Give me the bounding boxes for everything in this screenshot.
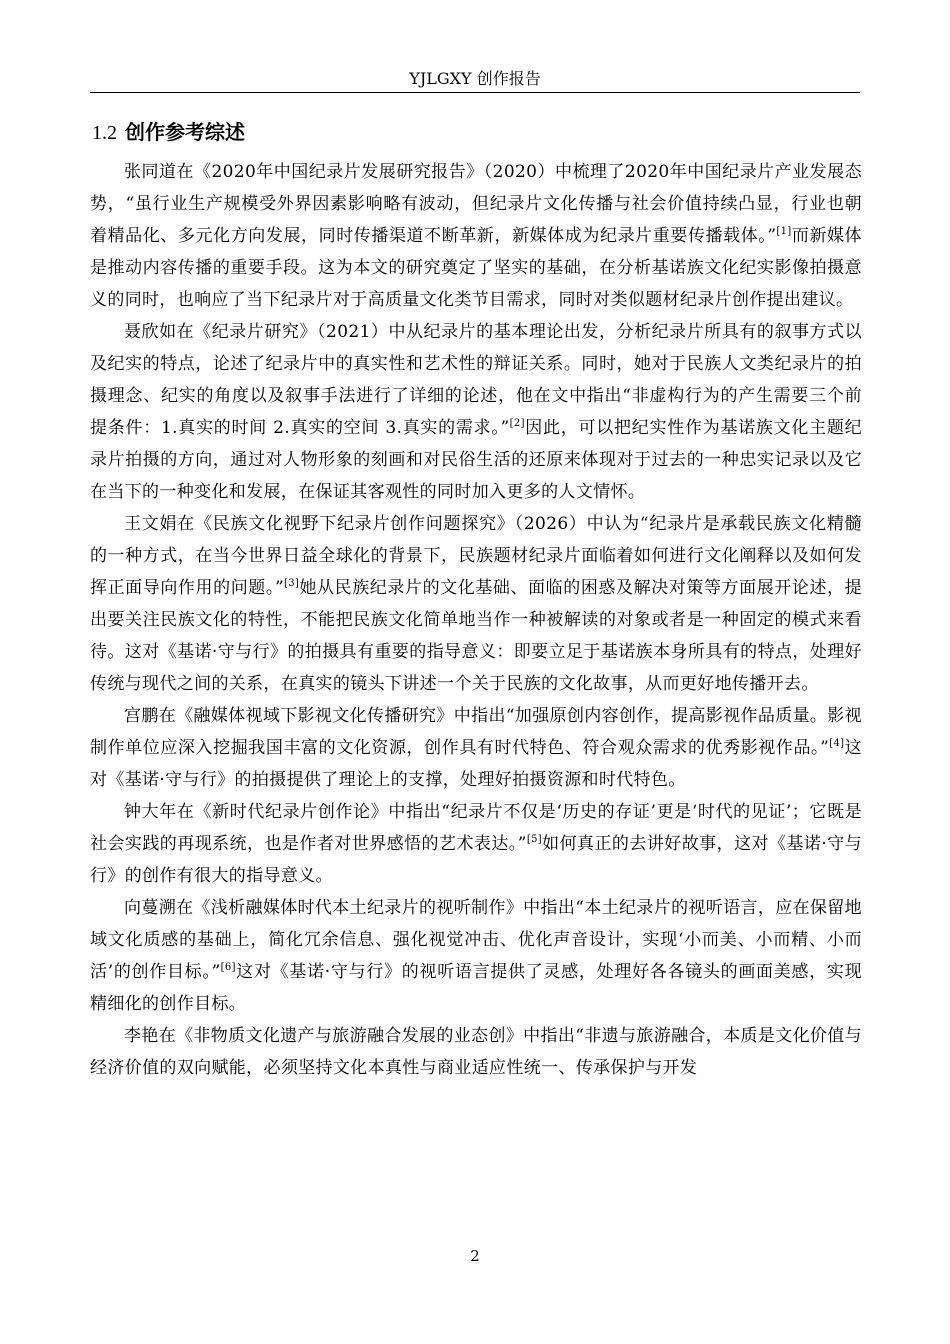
citation-ref: [3]	[284, 578, 300, 589]
paragraph-text: 向蔓溯在《浅析融媒体时代本土纪录片的视听制作》中指出“本土纪录片的视听语言，应在保留地域文化质感的基础上，简化冗余信息、强化视觉冲击、优化声音设计，实现‘小而美、小而精、小而活’的创作目标。”	[90, 898, 862, 982]
body-text	[90, 156, 862, 1084]
paragraph-text: 因此，可以把纪实性作为基诺族文化主题纪录片拍摄的方向，通过对人物形象的刻画和对民俗生活的还原来体现对于过去的一种忠实记录以及它在当下的一种变化和发展，在保证其客观性的同时加入更多的人文情怀。	[90, 418, 862, 502]
running-header: YJLGXY 创作报告	[409, 69, 541, 88]
citation-ref: [2]	[509, 418, 525, 429]
section-title: 创作参考综述	[125, 120, 245, 144]
paragraph	[90, 156, 862, 316]
section-heading	[92, 118, 245, 147]
citation-ref: [1]	[776, 226, 792, 237]
paragraph-text: 王文娟在《民族文化视野下纪录片创作问题探究》（2026）中认为“纪录片是承载民族文化精髓的一种方式，在当今世界日益全球化的背景下，民族题材纪录片面临着如何进行文化阐释以及如何发挥正面导向作用的问题。”	[90, 514, 862, 598]
paragraph	[90, 700, 862, 796]
paragraph-text: 钟大年在《新时代纪录片创作论》中指出“纪录片不仅是‘历史的存证’更是‘时代的见证’；它既是社会实践的再现系统，也是作者对世界感悟的艺术表达。”	[90, 802, 862, 854]
paragraph-text: 张同道在《2020年中国纪录片发展研究报告》（2020）中梳理了2020年中国纪录片产业发展态势，“虽行业生产规模受外界因素影响略有波动，但纪录片文化传播与社会价值持续凸显，行业也朝着精品化、多元化方向发展，同时传播渠道不断革新，新媒体成为纪录片重要传播载体。”	[90, 162, 862, 246]
section-number: 1.2	[92, 122, 117, 144]
paragraph-text: 宫鹏在《融媒体视域下影视文化传播研究》中指出“加强原创内容创作，提高影视作品质量。影视制作单位应深入挖掘我国丰富的文化资源，创作具有时代特色、符合观众需求的优秀影视作品。”	[90, 706, 862, 758]
paragraph-text: 她从民族纪录片的文化基础、面临的困惑及解决对策等方面展开论述，提出要关注民族文化的特性，不能把民族文化简单地当作一种被解读的对象或者是一种固定的模式来看待。这对《基诺·守与行》的拍摄具有重要的指导意义：即要立足于基诺族本身所具有的特点，处理好传统与现代之间的关系，在真实的镜头下讲述一个关于民族的文化故事，从而更好地传播开去。	[90, 578, 862, 694]
paragraph	[90, 508, 862, 700]
paragraph-text: 这对《基诺·守与行》的视听语言提供了灵感，处理好各各镜头的画面美感，实现精细化的创作目标。	[90, 962, 862, 1014]
paragraph-text: 这对《基诺·守与行》的拍摄提供了理论上的支撑，处理好拍摄资源和时代特色。	[90, 738, 862, 790]
page-number: 2	[470, 1247, 480, 1265]
paragraph-text: 而新媒体是推动内容传播的重要手段。这为本文的研究奠定了坚实的基础，在分析基诺族文化纪实影像拍摄意义的同时，也响应了当下纪录片对于高质量文化类节目需求，同时对类似题材纪录片创作提出建议。	[90, 226, 862, 310]
paragraph-text: 聂欣如在《纪录片研究》（2021）中从纪录片的基本理论出发，分析纪录片所具有的叙事方式以及纪实的特点，论述了纪录片中的真实性和艺术性的辩证关系。同时，她对于民族人文类纪录片的拍摄理念、纪实的角度以及叙事手法进行了详细的论述，他在文中指出“非虚构行为的产生需要三个前提条件：1.真实的时间 2.真实的空间 3.真实的需求。”	[90, 322, 862, 438]
paragraph-text: 李艳在《非物质文化遗产与旅游融合发展的业态创》中指出“非遗与旅游融合，本质是文化价值与经济价值的双向赋能，必须坚持文化本真性与商业适应性统一、传承保护与开发	[90, 1026, 862, 1078]
paragraph	[90, 1020, 862, 1084]
paragraph-text: 如何真正的去讲好故事，这对《基诺·守与行》的创作有很大的指导意义。	[90, 834, 862, 886]
paragraph	[90, 316, 862, 508]
citation-ref: [4]	[829, 738, 845, 749]
header-rule	[90, 92, 860, 93]
paragraph	[90, 796, 862, 892]
citation-ref: [6]	[220, 962, 236, 973]
citation-ref: [5]	[526, 834, 543, 845]
paragraph	[90, 892, 862, 1020]
